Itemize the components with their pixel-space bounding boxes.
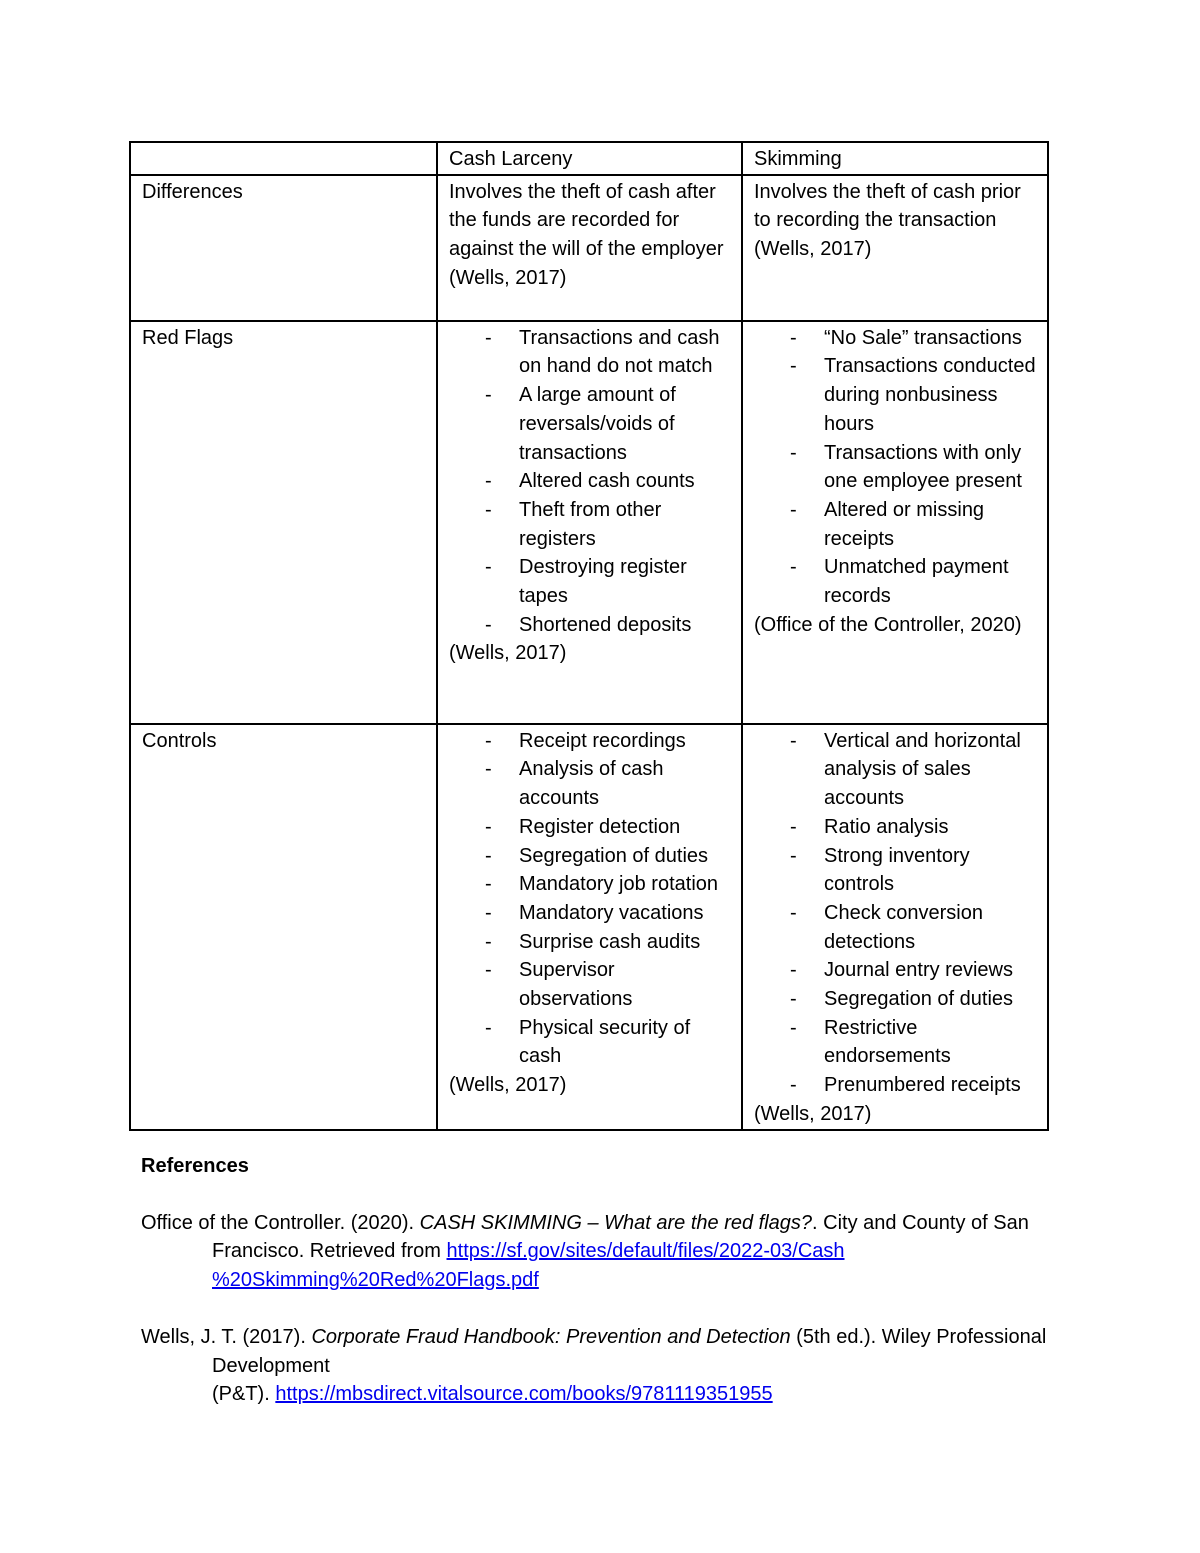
header-cash-larceny: Cash Larceny (437, 142, 742, 175)
header-skimming: Skimming (742, 142, 1048, 175)
row-label-differences: Differences (130, 175, 437, 321)
list-item: - Destroying register tapes (449, 553, 733, 610)
list-item: - Mandatory job rotation (449, 870, 733, 899)
table-header-row (130, 142, 1048, 175)
differences-row (130, 175, 1048, 321)
list-item: - Journal entry reviews (754, 956, 1039, 985)
list-item: - Transactions with only one employee present (754, 439, 1039, 496)
reference-publisher-tail: (P&T). (212, 1383, 276, 1406)
reference-details: (5th ed.). Wiley Professional Development (212, 1325, 1047, 1377)
list-item: - Surprise cash audits (449, 928, 733, 957)
controls-cash-larceny (437, 724, 742, 1130)
list-item: - Altered or missing receipts (754, 496, 1039, 553)
list-item: - A large amount of reversals/voids of transactions (449, 381, 733, 467)
red-flags-skimming (742, 321, 1048, 724)
reference-link-part: %20Skimming%20Red%20Flags.pdf (212, 1269, 539, 1292)
red-flags-cash-larceny (437, 321, 742, 724)
reference-title: CASH SKIMMING – What are the red flags? (419, 1211, 813, 1234)
list-item: - Mandatory vacations (449, 899, 733, 928)
list-item: - Ratio analysis (754, 813, 1039, 842)
reference-title: Corporate Fraud Handbook: Prevention and Detection (311, 1325, 791, 1348)
controls-cash-larceny-list (449, 727, 733, 1071)
list-item: - Strong inventory controls (754, 842, 1039, 899)
differences-skimming (742, 175, 1048, 321)
list-item: - Check conversion detections (754, 899, 1039, 956)
list-item: - Unmatched payment records (754, 553, 1039, 610)
red-flags-row (130, 321, 1048, 724)
list-item: - Restrictive endorsements (754, 1014, 1039, 1071)
controls-skimming-list (754, 727, 1039, 1100)
reference-author-year: Office of the Controller. (2020). (141, 1211, 420, 1234)
reference-link[interactable]: https://mbsdirect.vitalsource.com/books/9781119351955 (275, 1383, 773, 1406)
reference-author-year: Wells, J. T. (2017). (141, 1325, 312, 1348)
comparison-table (129, 141, 1049, 1131)
references-section (141, 1152, 1061, 1437)
references-heading: References (141, 1155, 249, 1177)
controls-skimming (742, 724, 1048, 1130)
list-item: - Segregation of duties (754, 985, 1039, 1014)
list-item: - Segregation of duties (449, 842, 733, 871)
list-item: - Transactions and cash on hand do not match (449, 324, 733, 381)
citation: (Office of the Controller, 2020) (754, 613, 1022, 636)
differences-cash-larceny (437, 175, 742, 321)
row-label-red-flags: Red Flags (130, 321, 437, 724)
citation: (Wells, 2017) (449, 642, 567, 665)
list-item: - Analysis of cash accounts (449, 755, 733, 812)
reference-link-part: https://sf.gov/sites/default/files/2022-03/Cash (446, 1240, 845, 1263)
header-cell-empty (130, 142, 437, 175)
list-item: - Receipt recordings (449, 727, 733, 756)
controls-row (130, 724, 1048, 1130)
citation: (Wells, 2017) (449, 266, 567, 289)
list-item: - Transactions conducted during nonbusiness hours (754, 352, 1039, 438)
red-flags-cash-larceny-list (449, 324, 733, 640)
list-item: - Vertical and horizontal analysis of sales accounts (754, 727, 1039, 813)
citation: (Wells, 2017) (754, 1102, 872, 1125)
citation: (Wells, 2017) (754, 238, 872, 261)
list-item: - Physical security of cash (449, 1014, 733, 1071)
list-item: - Register detection (449, 813, 733, 842)
list-item: - Theft from other registers (449, 496, 733, 553)
reference-entry (141, 1323, 1061, 1409)
differences-cash-larceny-text: Involves the theft of cash after the funds are recorded for against the will of the employer (449, 180, 724, 261)
list-item: - Supervisor observations (449, 956, 733, 1013)
red-flags-skimming-list (754, 324, 1039, 611)
list-item: - Prenumbered receipts (754, 1071, 1039, 1100)
list-item: - Altered cash counts (449, 467, 733, 496)
list-item: - “No Sale” transactions (754, 324, 1039, 353)
citation: (Wells, 2017) (449, 1074, 567, 1097)
reference-details: . City and County of San Francisco. Retrieved from (212, 1211, 1029, 1263)
list-item: - Shortened deposits (449, 611, 733, 640)
row-label-controls: Controls (130, 724, 437, 1130)
reference-entry (141, 1209, 1061, 1295)
differences-skimming-text: Involves the theft of cash prior to recording the transaction (754, 180, 1021, 232)
